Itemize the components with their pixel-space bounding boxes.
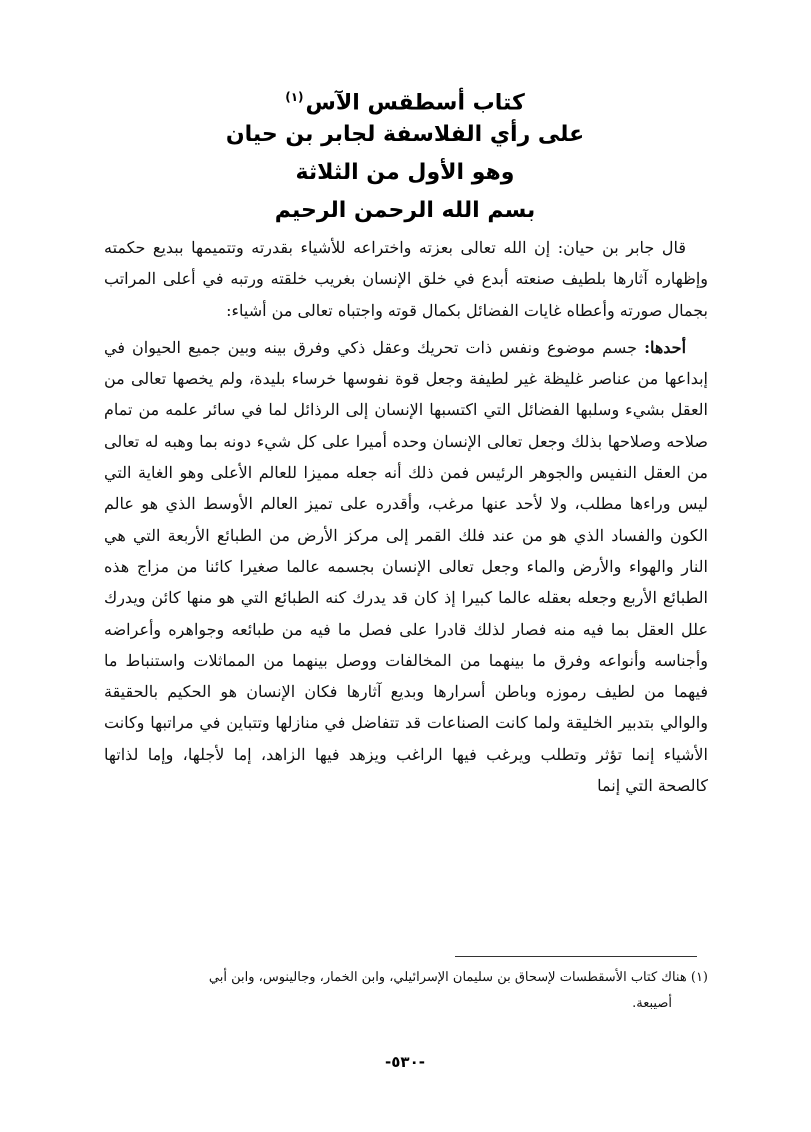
basmala: بسم الله الرحمن الرحيم (274, 198, 536, 223)
title-footnote-marker[interactable]: (١) (285, 90, 304, 104)
book-title (80, 78, 730, 116)
title-block (80, 78, 730, 230)
footnote (104, 965, 708, 1017)
paragraph-text: جسم موضوع ونفس ذات تحريك وعقل ذكي وفرق بينه وبين جميع الحيوان في إبداعها من عناصر غليظة غير لطيفة وجعل قوة نفوسها خرساء بليدة، ولم يخصها تعالى من العقل بشيء وسلبها الفضائل التي اكتسبها الإنسان إلى الرذائل لما في سائر علمه من تمام صلاحه وصلاحها بذلك وجعل تعالى الإنسان وحده أميرا على كل شيء دونه بما وهبه له تعالى من العقل النفيس والجوهر الرئيس فمن ذلك أنه جعله مميزا للعالم الأعلى وهو الغاية التي ليس وراءها مطلب، ولا لأحد عنها مرغب، وأقدره على تميز العالم الأوسط الذي هو عالم الكون والفساد الذي هو من عند فلك القمر إلى مركز الأرض من الطبائع الأربعة التي هي النار والهواء والأرض والماء وجعل تعالى الإنسان بجسمه عالما صغيرا كائنا من مزاج هذه الطبائع الأربع وجعله بعقله عالما كبيرا إذ كان قد يدرك كنه الطبائع التي هو منها كائن ويدرك علل العقل بما فيه منه فصار لذلك قادرا على فصل ما فيه من طبائعه وجواهره وأعراضه وأجناسه وأنواعه وفرق ما بينهما من المخالفات ووصل بينهما من المماثلات واستنباط ما فيهما من لطيف رموزه وباطن أسرارها وبديع آثارها فكان الإنسان هو الحكيم بالحقيقة والوالي بتدبير الخليقة ولما كانت الصناعات قد تتفاضل في منازلها وتتباين في مراتبها وكانت الأشياء إنما تؤثر وتطلب ويرغب فيها الراغب ويزهد فيها الزاهد، إما لأجلها، وإما لذاتها كالصحة التي إنما (104, 337, 709, 796)
footnote-text: هناك كتاب الأسقطسات لإسحاق بن سليمان الإسرائيلي، وابن الخمار، وجالينوس، وابن أبي (208, 970, 687, 985)
book-part: وهو الأول من الثلاثة (295, 160, 515, 185)
footnote-marker: (١) (690, 970, 708, 985)
paragraph-text: قال جابر بن حيان: إن الله تعالى بعزته واختراعه للأشياء بقدرته وتتميمها ببديع حكمته وإظهاره آثارها بلطيف صنعته أبدع في خلق الإنسان بغريب خلقته ورتبه في أعلى المراتب بجمال صورته وأعطاه غايات الفضائل بكمال قوته واجتباه تعالى من أشياء: (104, 238, 708, 320)
footnote-line-2: أصيبعة. (632, 996, 672, 1011)
main-text (104, 232, 708, 801)
book-subtitle: على رأي الفلاسفة لجابر بن حيان (225, 122, 585, 147)
page-number: -٥٣٠- (385, 1053, 425, 1071)
footnote-line-1 (104, 965, 708, 991)
book-title-text: كتاب أسطقس الآس (305, 90, 525, 116)
footnote-separator (455, 956, 697, 957)
paragraph-lead: أحدها: (644, 337, 687, 357)
paragraph-first-point (104, 332, 708, 801)
paragraph-intro (104, 232, 708, 326)
